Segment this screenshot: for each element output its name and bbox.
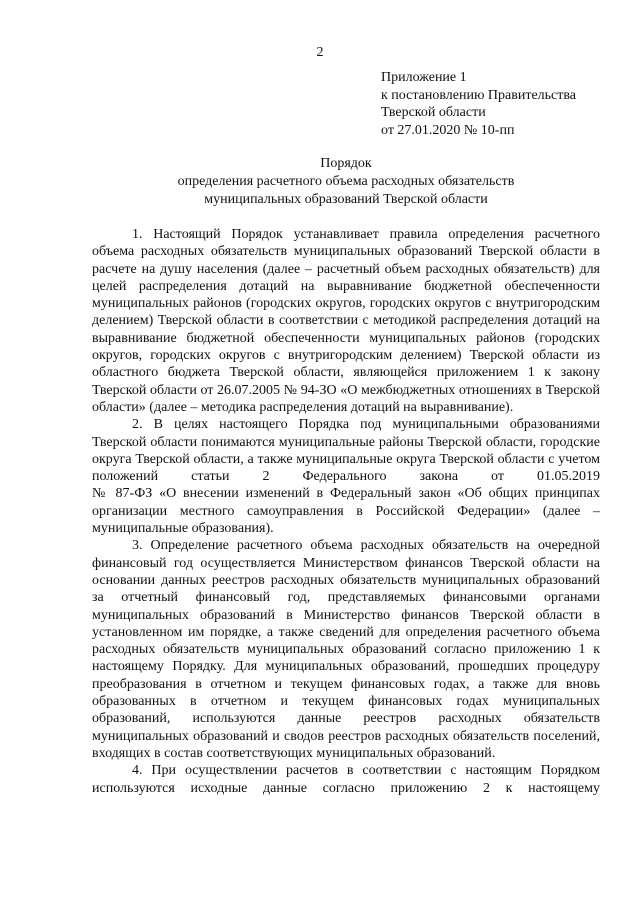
appendix-header — [381, 69, 576, 139]
appendix-line-2: к постановлению Правительства — [381, 87, 577, 103]
document-title — [92, 155, 600, 209]
paragraph-2b: № 87-ФЗ «О внесении изменений в Федеральный закон «Об общих принципах организации местного самоуправления в Российской Федерации» (далее – муниципальные образования). — [92, 486, 600, 537]
paragraph-3: 3. Определение расчетного объема расходных обязательств на очередной финансовый год осуществляется Министерством финансов Тверской области на основании данных реестров расходных обязательств муниципальных образований за отчетный финансовый год, представляемых финансовыми органами муниципальных образований в Министерство финансов Тверской области в установленном им порядке, а также сведений для определения расчетного объема расходных обязательств муниципальных образований согласно приложению 1 к настоящему Порядку. Для муниципальных образований, прошедших процедуру преобразования в отчетном и текущем финансовых годах, а также для вновь образованных в отчетном и текущем финансовых годах муниципальных образований, используются данные реестров расходных обязательств муниципальных образований и сводов реестров расходных обязательств поселений, входящих в состав соответствующих муниципальных образований. — [92, 538, 600, 761]
appendix-line-1: Приложение 1 — [381, 70, 467, 85]
title-line-1: Порядок — [320, 156, 372, 171]
document-body — [92, 226, 600, 797]
paragraph-2a: 2. В целях настоящего Порядка под муниципальными образованиями Тверской области понимаются муниципальные районы Тверской области, городские округа Тверской области, а также муниципальные округа Тверской области с учетом положений статьи 2 Федерального закона от 01.05.2019 — [92, 417, 600, 485]
title-line-3: муниципальных образований Тверской области — [204, 192, 488, 207]
appendix-line-4: от 27.01.2020 № 10-пп — [381, 122, 515, 138]
title-line-2: определения расчетного объема расходных обязательств — [177, 174, 515, 189]
paragraph-4: 4. При осуществлении расчетов в соответствии с настоящим Порядком используются исходные данные согласно приложению 2 к настоящему — [92, 763, 600, 796]
paragraph-1: 1. Настоящий Порядок устанавливает правила определения расчетного объема расходных обязательств муниципальных образований Тверской области в расчете на душу населения (далее – расчетный объем расходных обязательств) для целей распределения дотаций на выравнивание бюджетной обеспеченности муниципальных районов (городских округов, городских округов с внутригородским делением) Тверской области в соответствии с методикой распределения дотаций на выравнивание бюджетной обеспеченности муниципальных районов (городских округов, городских округов с внутригородским делением) Тверской области из областного бюджета Тверской области, являющейся приложением 1 к закону Тверской области от 26.07.2005 № 94-ЗО «О межбюджетных отношениях в Тверской области» (далее – методика распределения дотаций на выравнивание). — [92, 227, 600, 415]
page-number: 2 — [316, 45, 324, 60]
appendix-line-3: Тверской области — [381, 105, 486, 120]
